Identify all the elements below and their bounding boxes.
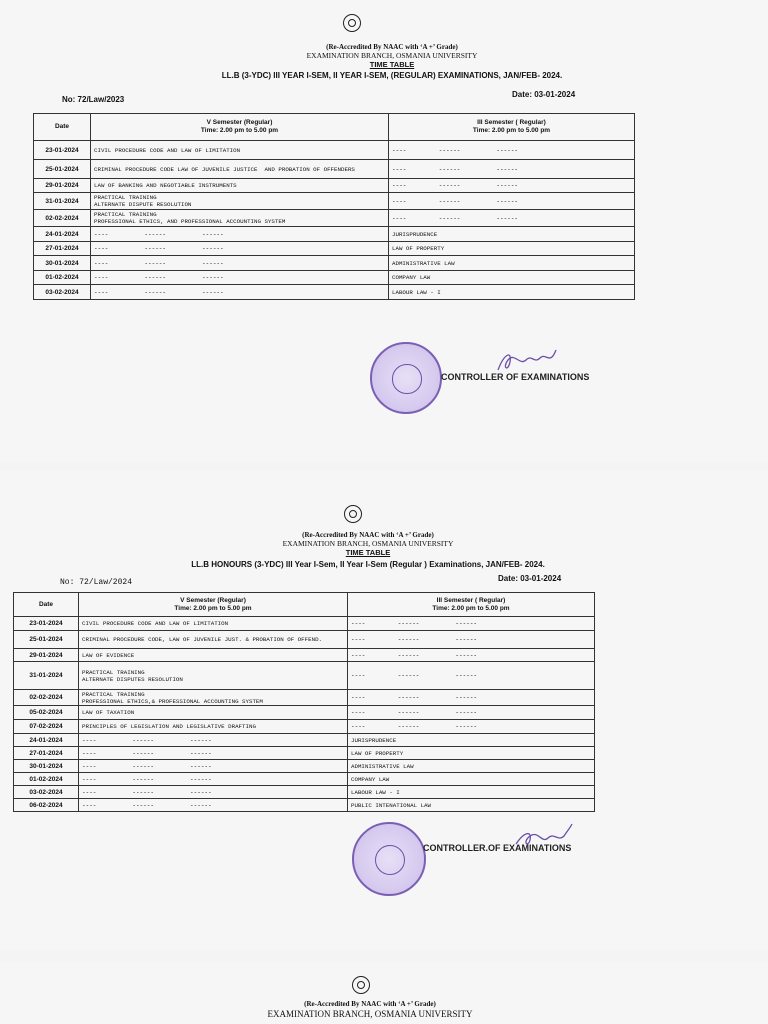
- university-logo-icon: [344, 505, 362, 523]
- table-row: [14, 706, 595, 720]
- v-sem-subject: ---- ------ ------: [91, 242, 389, 256]
- table-row: [14, 786, 595, 799]
- iii-sem-subject: ---- ------ ------: [348, 617, 595, 631]
- sheet-2: [0, 470, 768, 950]
- issue-date: Date: 03-01-2024: [498, 574, 562, 583]
- v-sem-subject: ---- ------ ------: [79, 786, 348, 799]
- iii-sem-subject: ---- ------ ------: [348, 706, 595, 720]
- exam-date: 31-01-2024: [14, 662, 79, 690]
- issue-date: Date: 03-01-2024: [512, 90, 576, 99]
- exam-date: 06-02-2024: [14, 799, 79, 812]
- exam-date: 25-01-2024: [34, 160, 91, 179]
- branch-text: EXAMINATION BRANCH, OSMANIA UNIVERSITY: [267, 1009, 473, 1019]
- table-row: [14, 631, 595, 649]
- iii-sem-subject: PUBLIC INTENATIONAL LAW: [348, 799, 595, 812]
- exam-date: 02-02-2024: [34, 210, 91, 227]
- controller-label: CONTROLLER.OF EXAMINATIONS: [423, 843, 572, 853]
- exam-date: 01-02-2024: [14, 773, 79, 786]
- col-v-sem-header: [91, 114, 389, 141]
- iii-sem-subject: ---- ------ ------: [389, 210, 635, 227]
- v-sem-subject: ---- ------ ------: [79, 760, 348, 773]
- table-row: [14, 760, 595, 773]
- v-sem-subject: PRACTICAL TRAINING ALTERNATE DISPUTE RESOLUTION: [91, 193, 389, 210]
- exam-title: LL.B (3-YDC) III YEAR I-SEM, II YEAR I-SEM, (REGULAR) EXAMINATIONS, JAN/FEB- 2024.: [221, 71, 563, 80]
- table-row: [14, 662, 595, 690]
- table-row: [34, 179, 635, 193]
- table-row: [34, 242, 635, 256]
- sheet-3: [0, 962, 768, 1024]
- v-sem-time: Time: 2.00 pm to 5.00 pm: [174, 604, 252, 612]
- iii-sem-subject: COMPANY LAW: [389, 271, 635, 285]
- table-row: [34, 271, 635, 285]
- exam-date: 27-01-2024: [14, 747, 79, 760]
- col-iii-sem-header: [389, 114, 635, 141]
- branch-text: EXAMINATION BRANCH, OSMANIA UNIVERSITY: [306, 51, 478, 60]
- table-row: [34, 256, 635, 271]
- v-sem-subject: ---- ------ ------: [91, 227, 389, 242]
- iii-sem-subject: LABOUR LAW - I: [389, 285, 635, 300]
- timetable-2: [13, 592, 595, 812]
- v-sem-subject: LAW OF TAXATION: [79, 706, 348, 720]
- timetable-1: [33, 113, 635, 300]
- accreditation-text: (Re-Accredited By NAAC with ‘A +’ Grade): [304, 1000, 436, 1008]
- reference-number: No: 72/Law/2024: [60, 578, 133, 587]
- iii-sem-time: Time: 2.00 pm to 5.00 pm: [472, 127, 551, 134]
- table-row: [34, 227, 635, 242]
- exam-date: 07-02-2024: [14, 720, 79, 734]
- exam-date: 30-01-2024: [34, 256, 91, 271]
- table-row: [14, 690, 595, 706]
- iii-sem-subject: COMPANY LAW: [348, 773, 595, 786]
- exam-date: 29-01-2024: [34, 179, 91, 193]
- exam-date: 05-02-2024: [14, 706, 79, 720]
- iii-sem-subject: ---- ------ ------: [389, 179, 635, 193]
- v-sem-label: V Semester (Regular): [206, 119, 273, 126]
- v-sem-subject: PRACTICAL TRAINING PROFESSIONAL ETHICS, AND PROFESSIONAL ACCOUNTING SYSTEM: [91, 210, 389, 227]
- sheet-1: [0, 0, 768, 462]
- col-v-sem-header: [79, 593, 348, 617]
- iii-sem-subject: ADMINISTRATIVE LAW: [348, 760, 595, 773]
- v-sem-subject: CRIMINAL PROCEDURE CODE LAW OF JUVENILE JUSTICE AND PROBATION OF OFFENDERS: [91, 160, 389, 179]
- branch-text: EXAMINATION BRANCH, OSMANIA UNIVERSITY: [282, 539, 454, 548]
- iii-sem-subject: ADMINISTRATIVE LAW: [389, 256, 635, 271]
- accreditation-text: (Re-Accredited By NAAC with ‘A +’ Grade): [302, 531, 434, 539]
- col-iii-sem-header: [348, 593, 595, 617]
- iii-sem-subject: LABOUR LAW - I: [348, 786, 595, 799]
- controller-seal-icon: [352, 822, 426, 896]
- v-sem-subject: ---- ------ ------: [91, 285, 389, 300]
- v-sem-time: Time: 2.00 pm to 5.00 pm: [200, 127, 279, 134]
- v-sem-subject: ---- ------ ------: [79, 773, 348, 786]
- v-sem-subject: CRIMINAL PROCEDURE CODE, LAW OF JUVENILE JUST. & PROBATION OF OFFEND.: [79, 631, 348, 649]
- table-row: [34, 160, 635, 179]
- table-row: [14, 720, 595, 734]
- exam-date: 23-01-2024: [34, 141, 91, 160]
- iii-sem-time: Time: 2.00 pm to 5.00 pm: [432, 604, 510, 612]
- iii-sem-label: III Semester ( Regular): [436, 596, 506, 604]
- iii-sem-subject: LAW OF PROPERTY: [348, 747, 595, 760]
- v-sem-subject: ---- ------ ------: [91, 271, 389, 285]
- table-row: [14, 799, 595, 812]
- iii-sem-subject: ---- ------ ------: [348, 720, 595, 734]
- exam-date: 24-01-2024: [14, 734, 79, 747]
- iii-sem-subject: ---- ------ ------: [348, 662, 595, 690]
- iii-sem-subject: ---- ------ ------: [389, 141, 635, 160]
- exam-date: 02-02-2024: [14, 690, 79, 706]
- time-table-heading: TIME TABLE: [345, 548, 391, 557]
- time-table-heading: TIME TABLE: [369, 60, 415, 69]
- iii-sem-subject: ---- ------ ------: [389, 160, 635, 179]
- university-logo-icon: [352, 976, 370, 994]
- exam-date: 30-01-2024: [14, 760, 79, 773]
- iii-sem-label: III Semester ( Regular): [477, 119, 546, 126]
- controller-label: CONTROLLER OF EXAMINATIONS: [441, 372, 590, 382]
- iii-sem-subject: ---- ------ ------: [348, 649, 595, 662]
- table-row: [34, 193, 635, 210]
- v-sem-subject: CIVIL PROCEDURE CODE AND LAW OF LIMITATION: [79, 617, 348, 631]
- table-row: [14, 773, 595, 786]
- exam-date: 24-01-2024: [34, 227, 91, 242]
- exam-date: 03-02-2024: [34, 285, 91, 300]
- exam-date: 01-02-2024: [34, 271, 91, 285]
- exam-date: 25-01-2024: [14, 631, 79, 649]
- v-sem-label: V Semester (Regular): [180, 596, 246, 604]
- table-row: [34, 141, 635, 160]
- exam-date: 23-01-2024: [14, 617, 79, 631]
- iii-sem-subject: JURISPRUDENCE: [389, 227, 635, 242]
- accreditation-text: (Re-Accredited By NAAC with ‘A +’ Grade): [326, 43, 458, 51]
- exam-date: 31-01-2024: [34, 193, 91, 210]
- v-sem-subject: ---- ------ ------: [91, 256, 389, 271]
- table-row: [14, 734, 595, 747]
- col-date-header: Date: [34, 114, 91, 141]
- reference-number: No: 72/Law/2023: [62, 95, 125, 104]
- exam-date: 03-02-2024: [14, 786, 79, 799]
- v-sem-subject: ---- ------ ------: [79, 799, 348, 812]
- iii-sem-subject: LAW OF PROPERTY: [389, 242, 635, 256]
- exam-date: 29-01-2024: [14, 649, 79, 662]
- v-sem-subject: PRACTICAL TRAINING PROFESSIONAL ETHICS,& PROFESSIONAL ACCOUNTING SYSTEM: [79, 690, 348, 706]
- table-row: [14, 617, 595, 631]
- table-row: [14, 649, 595, 662]
- iii-sem-subject: ---- ------ ------: [389, 193, 635, 210]
- exam-date: 27-01-2024: [34, 242, 91, 256]
- v-sem-subject: ---- ------ ------: [79, 747, 348, 760]
- exam-title: LL.B HONOURS (3-YDC) III Year I-Sem, II Year I-Sem (Regular ) Examinations, JAN/FEB- 2024.: [191, 560, 545, 569]
- v-sem-subject: PRINCIPLES OF LEGISLATION AND LEGISLATIVE DRAFTING: [79, 720, 348, 734]
- v-sem-subject: PRACTICAL TRAINING ALTERNATE DISPUTES RESOLUTION: [79, 662, 348, 690]
- v-sem-subject: LAW OF EVIDENCE: [79, 649, 348, 662]
- university-logo-icon: [343, 14, 361, 32]
- v-sem-subject: CIVIL PROCEDURE CODE AND LAW OF LIMITATION: [91, 141, 389, 160]
- controller-seal-icon: [370, 342, 442, 414]
- iii-sem-subject: ---- ------ ------: [348, 690, 595, 706]
- v-sem-subject: ---- ------ ------: [79, 734, 348, 747]
- col-date-header: Date: [14, 593, 79, 617]
- table-row: [14, 747, 595, 760]
- v-sem-subject: LAW OF BANKING AND NEGOTIABLE INSTRUMENTS: [91, 179, 389, 193]
- table-row: [34, 210, 635, 227]
- iii-sem-subject: JURISPRUDENCE: [348, 734, 595, 747]
- table-row: [34, 285, 635, 300]
- iii-sem-subject: ---- ------ ------: [348, 631, 595, 649]
